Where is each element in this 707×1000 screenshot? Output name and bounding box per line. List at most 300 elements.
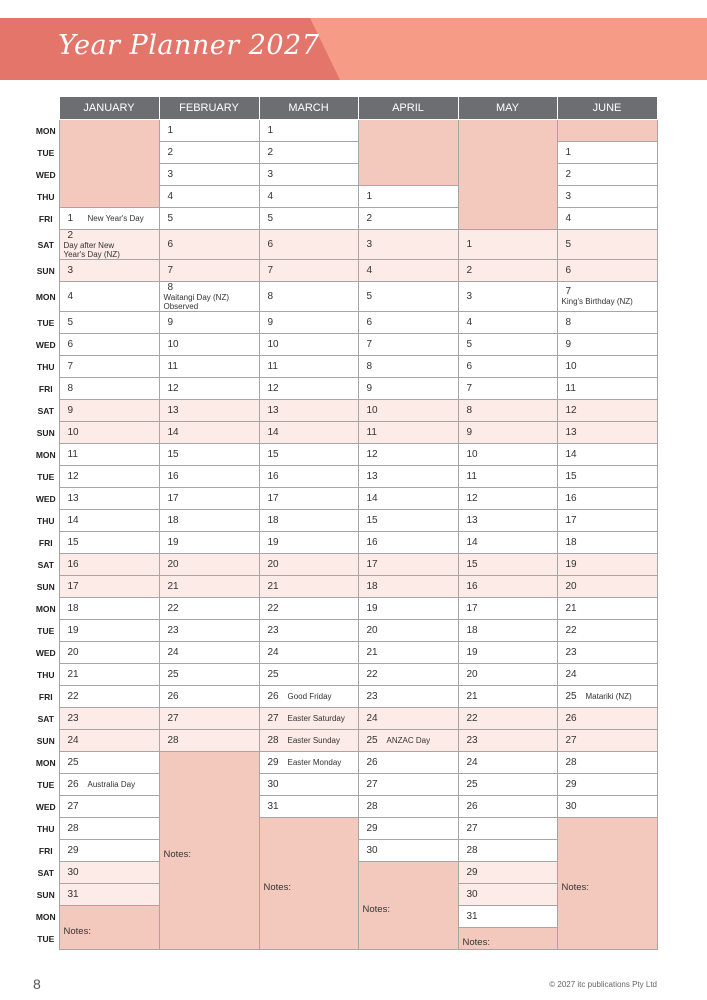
- day-cell[interactable]: [259, 620, 358, 642]
- weekday-label: FRI: [38, 691, 53, 702]
- day-cell[interactable]: [159, 620, 259, 642]
- notes-area[interactable]: [159, 752, 259, 950]
- day-number: 30: [466, 889, 478, 900]
- day-number: 28: [466, 845, 478, 856]
- day-cell[interactable]: [159, 466, 259, 488]
- week-row: [33, 282, 657, 312]
- weekday-label: THU: [37, 361, 55, 372]
- day-number: 5: [565, 239, 572, 250]
- day-cell[interactable]: [59, 840, 159, 862]
- page-title: Year Planner 2027: [58, 30, 320, 61]
- day-cell[interactable]: [458, 730, 557, 752]
- day-cell[interactable]: [557, 444, 657, 466]
- day-cell[interactable]: [259, 120, 358, 142]
- day-cell[interactable]: [59, 422, 159, 444]
- day-cell[interactable]: [557, 466, 657, 488]
- day-number: 20: [466, 669, 478, 680]
- weekday-label: TUE: [37, 471, 55, 482]
- weekday-label: FRI: [38, 845, 53, 856]
- day-cell[interactable]: [259, 664, 358, 686]
- weekday-label: WED: [35, 493, 56, 504]
- day-cell[interactable]: [557, 400, 657, 422]
- day-cell[interactable]: [59, 818, 159, 840]
- day-number: 3: [267, 169, 274, 180]
- day-cell[interactable]: [557, 554, 657, 576]
- week-row: [33, 400, 657, 422]
- day-cell[interactable]: [458, 752, 557, 774]
- day-cell[interactable]: [59, 334, 159, 356]
- day-cell[interactable]: [259, 164, 358, 186]
- week-row: [33, 260, 657, 282]
- day-number: 1: [167, 125, 174, 136]
- day-number: 2: [366, 213, 373, 224]
- day-cell[interactable]: [557, 598, 657, 620]
- day-cell[interactable]: [59, 356, 159, 378]
- day-cell[interactable]: [458, 796, 557, 818]
- day-number: 12: [565, 405, 577, 416]
- day-cell[interactable]: [59, 862, 159, 884]
- day-number: 3: [67, 265, 74, 276]
- day-cell[interactable]: [458, 230, 557, 260]
- day-cell[interactable]: [458, 884, 557, 906]
- day-cell[interactable]: [358, 400, 458, 422]
- week-row: [33, 554, 657, 576]
- day-cell[interactable]: [458, 620, 557, 642]
- month-header: JUNE: [557, 97, 657, 120]
- day-cell[interactable]: [159, 444, 259, 466]
- day-cell[interactable]: [259, 444, 358, 466]
- empty-cell: [557, 120, 657, 142]
- day-number: 29: [267, 757, 279, 768]
- day-number: 18: [366, 581, 378, 592]
- day-cell[interactable]: [259, 378, 358, 400]
- day-number: 26: [167, 691, 179, 702]
- day-number: 22: [167, 603, 179, 614]
- day-cell[interactable]: [358, 208, 458, 230]
- day-cell[interactable]: [358, 356, 458, 378]
- day-number: 4: [366, 265, 373, 276]
- day-number: 30: [67, 867, 79, 878]
- day-cell[interactable]: [358, 752, 458, 774]
- day-number: 11: [67, 449, 78, 460]
- day-number: 16: [167, 471, 179, 482]
- day-cell[interactable]: [59, 510, 159, 532]
- day-number: 14: [565, 449, 577, 460]
- day-cell[interactable]: [59, 774, 159, 796]
- day-cell[interactable]: [259, 142, 358, 164]
- day-cell[interactable]: [259, 208, 358, 230]
- notes-area[interactable]: [358, 862, 458, 950]
- day-cell[interactable]: [458, 466, 557, 488]
- day-cell[interactable]: [358, 186, 458, 208]
- day-cell[interactable]: [358, 532, 458, 554]
- day-number: 20: [565, 581, 577, 592]
- day-cell[interactable]: [159, 312, 259, 334]
- day-number: 15: [167, 449, 179, 460]
- month-header-row: [33, 97, 657, 120]
- day-cell[interactable]: [159, 576, 259, 598]
- day-cell[interactable]: [159, 510, 259, 532]
- day-cell[interactable]: [159, 532, 259, 554]
- day-cell[interactable]: [557, 378, 657, 400]
- week-row: [33, 334, 657, 356]
- day-cell[interactable]: [358, 840, 458, 862]
- week-row: [33, 774, 657, 796]
- day-cell[interactable]: [358, 554, 458, 576]
- weekday-label: FRI: [38, 213, 53, 224]
- day-number: 29: [67, 845, 79, 856]
- day-cell[interactable]: [358, 488, 458, 510]
- page-number: 8: [33, 976, 41, 992]
- day-cell[interactable]: [358, 620, 458, 642]
- day-cell[interactable]: [259, 576, 358, 598]
- day-cell[interactable]: [259, 356, 358, 378]
- day-cell[interactable]: [458, 906, 557, 928]
- day-cell[interactable]: [557, 488, 657, 510]
- day-cell[interactable]: [159, 422, 259, 444]
- day-cell[interactable]: [59, 796, 159, 818]
- day-cell[interactable]: [557, 208, 657, 230]
- day-cell[interactable]: [557, 664, 657, 686]
- day-cell[interactable]: [458, 598, 557, 620]
- day-cell[interactable]: [358, 282, 458, 312]
- day-cell[interactable]: [358, 774, 458, 796]
- weekday-label: THU: [37, 515, 55, 526]
- day-cell[interactable]: [458, 708, 557, 730]
- day-number: 26: [67, 779, 79, 790]
- week-row: [33, 532, 657, 554]
- copyright-notice: © 2027 itc publications Pty Ltd: [549, 980, 657, 989]
- day-cell[interactable]: [59, 708, 159, 730]
- day-number: 17: [366, 559, 378, 570]
- notes-label: Notes:: [163, 849, 191, 860]
- day-cell[interactable]: [259, 774, 358, 796]
- day-cell[interactable]: [259, 708, 358, 730]
- day-cell[interactable]: [458, 356, 557, 378]
- day-number: 26: [267, 691, 279, 702]
- day-number: 12: [366, 449, 378, 460]
- day-cell[interactable]: [358, 686, 458, 708]
- day-cell[interactable]: [159, 334, 259, 356]
- day-cell[interactable]: [159, 554, 259, 576]
- day-cell[interactable]: [259, 282, 358, 312]
- day-cell[interactable]: [557, 796, 657, 818]
- day-cell[interactable]: [259, 334, 358, 356]
- day-number: 27: [67, 801, 79, 812]
- weekday-label: TUE: [37, 147, 55, 158]
- day-cell[interactable]: [59, 378, 159, 400]
- day-cell[interactable]: [259, 686, 358, 708]
- weekday-label: SAT: [37, 559, 54, 570]
- day-number: 7: [67, 361, 74, 372]
- day-number: 3: [466, 291, 473, 302]
- day-cell[interactable]: [59, 664, 159, 686]
- holiday-label: Day after New Year's Day (NZ): [63, 241, 120, 259]
- day-cell[interactable]: [557, 260, 657, 282]
- day-cell[interactable]: [59, 444, 159, 466]
- day-cell[interactable]: [358, 664, 458, 686]
- day-cell[interactable]: [358, 466, 458, 488]
- day-cell[interactable]: [259, 532, 358, 554]
- day-cell[interactable]: [557, 230, 657, 260]
- day-cell[interactable]: [358, 444, 458, 466]
- day-number: 6: [466, 361, 473, 372]
- day-number: 20: [167, 559, 179, 570]
- day-number: 18: [167, 515, 179, 526]
- day-cell[interactable]: [259, 752, 358, 774]
- notes-area[interactable]: [458, 928, 557, 950]
- day-cell[interactable]: [557, 576, 657, 598]
- day-cell[interactable]: [557, 686, 657, 708]
- day-cell[interactable]: [59, 576, 159, 598]
- empty-cell: [358, 120, 458, 186]
- day-number: 19: [366, 603, 378, 614]
- day-number: 16: [366, 537, 378, 548]
- day-cell[interactable]: [557, 186, 657, 208]
- day-cell[interactable]: [59, 282, 159, 312]
- day-cell[interactable]: [358, 378, 458, 400]
- weekday-label: WED: [35, 647, 56, 658]
- day-number: 15: [67, 537, 79, 548]
- weekday-label: SUN: [36, 735, 55, 746]
- day-cell[interactable]: [458, 554, 557, 576]
- day-cell[interactable]: [358, 818, 458, 840]
- day-number: 6: [267, 239, 274, 250]
- day-number: 21: [565, 603, 577, 614]
- day-number: 16: [565, 493, 577, 504]
- year-planner-grid: [33, 96, 658, 950]
- day-number: 14: [267, 427, 279, 438]
- day-cell[interactable]: [458, 488, 557, 510]
- day-cell[interactable]: [259, 488, 358, 510]
- week-row: [33, 576, 657, 598]
- day-number: 7: [565, 285, 572, 297]
- day-cell[interactable]: [458, 862, 557, 884]
- day-cell[interactable]: [59, 620, 159, 642]
- day-cell[interactable]: [458, 840, 557, 862]
- day-number: 24: [67, 735, 79, 746]
- day-cell[interactable]: [59, 730, 159, 752]
- day-cell[interactable]: [159, 686, 259, 708]
- day-number: 18: [466, 625, 478, 636]
- day-cell[interactable]: [358, 642, 458, 664]
- day-cell[interactable]: [59, 884, 159, 906]
- day-cell[interactable]: [59, 752, 159, 774]
- day-cell[interactable]: [259, 230, 358, 260]
- day-cell[interactable]: [259, 796, 358, 818]
- day-cell[interactable]: [458, 444, 557, 466]
- day-cell[interactable]: [557, 708, 657, 730]
- day-cell[interactable]: [358, 260, 458, 282]
- day-cell[interactable]: [358, 312, 458, 334]
- day-cell[interactable]: [557, 334, 657, 356]
- day-cell[interactable]: [259, 186, 358, 208]
- day-number: 28: [366, 801, 378, 812]
- day-number: 4: [67, 291, 74, 302]
- day-cell[interactable]: [358, 230, 458, 260]
- weekday-label: THU: [37, 669, 55, 680]
- day-cell[interactable]: [358, 598, 458, 620]
- day-cell[interactable]: [458, 510, 557, 532]
- day-cell[interactable]: [557, 510, 657, 532]
- day-cell[interactable]: [159, 356, 259, 378]
- day-cell[interactable]: [259, 400, 358, 422]
- day-cell[interactable]: [458, 378, 557, 400]
- day-cell[interactable]: [159, 164, 259, 186]
- day-number: 26: [466, 801, 478, 812]
- day-number: 9: [67, 405, 74, 416]
- day-cell[interactable]: [159, 186, 259, 208]
- day-number: 17: [565, 515, 577, 526]
- day-cell[interactable]: [458, 774, 557, 796]
- day-cell[interactable]: [59, 208, 159, 230]
- day-cell[interactable]: [458, 334, 557, 356]
- day-number: 21: [366, 647, 378, 658]
- day-cell[interactable]: [259, 730, 358, 752]
- day-cell[interactable]: [557, 356, 657, 378]
- day-cell[interactable]: [159, 642, 259, 664]
- day-cell[interactable]: [557, 752, 657, 774]
- notes-area[interactable]: [59, 906, 159, 950]
- day-cell[interactable]: [458, 312, 557, 334]
- day-number: 11: [366, 427, 377, 438]
- day-number: 15: [466, 559, 478, 570]
- week-row: [33, 796, 657, 818]
- day-cell[interactable]: [557, 642, 657, 664]
- day-number: 24: [466, 757, 478, 768]
- day-cell[interactable]: [358, 576, 458, 598]
- planner-body: [33, 120, 657, 950]
- day-cell[interactable]: [59, 642, 159, 664]
- day-number: 19: [267, 537, 279, 548]
- day-number: 6: [565, 265, 572, 276]
- day-cell[interactable]: [557, 774, 657, 796]
- day-cell[interactable]: [259, 466, 358, 488]
- day-cell[interactable]: [59, 230, 159, 260]
- day-cell[interactable]: [259, 312, 358, 334]
- day-cell[interactable]: [358, 510, 458, 532]
- day-cell[interactable]: [59, 260, 159, 282]
- day-number: 17: [167, 493, 179, 504]
- day-cell[interactable]: [159, 230, 259, 260]
- day-cell[interactable]: [458, 818, 557, 840]
- day-cell[interactable]: [59, 312, 159, 334]
- day-cell[interactable]: [458, 642, 557, 664]
- weekday-label: MON: [35, 125, 56, 136]
- day-number: 12: [67, 471, 79, 482]
- weekday-label: TUE: [37, 933, 55, 944]
- day-number: 28: [267, 735, 279, 746]
- day-cell[interactable]: [259, 554, 358, 576]
- day-cell[interactable]: [159, 400, 259, 422]
- week-row: [33, 120, 657, 142]
- day-cell[interactable]: [159, 378, 259, 400]
- day-number: 27: [366, 779, 378, 790]
- day-cell[interactable]: [458, 686, 557, 708]
- day-cell[interactable]: [159, 730, 259, 752]
- notes-label: Notes:: [362, 904, 390, 915]
- day-number: 24: [565, 669, 577, 680]
- day-number: 21: [466, 691, 478, 702]
- day-cell[interactable]: [259, 642, 358, 664]
- week-row: [33, 378, 657, 400]
- weekday-label: SUN: [36, 427, 55, 438]
- day-cell[interactable]: [557, 532, 657, 554]
- day-cell[interactable]: [458, 532, 557, 554]
- day-cell[interactable]: [358, 708, 458, 730]
- day-cell[interactable]: [557, 422, 657, 444]
- header-banner: [0, 18, 707, 80]
- day-cell[interactable]: [259, 598, 358, 620]
- day-cell[interactable]: [557, 142, 657, 164]
- day-cell[interactable]: [458, 260, 557, 282]
- day-number: 8: [366, 361, 373, 372]
- day-cell[interactable]: [59, 532, 159, 554]
- day-cell[interactable]: [557, 620, 657, 642]
- day-number: 16: [466, 581, 478, 592]
- day-cell[interactable]: [557, 282, 657, 312]
- day-number: 28: [67, 823, 79, 834]
- day-cell[interactable]: [358, 422, 458, 444]
- day-cell[interactable]: [159, 282, 259, 312]
- day-cell[interactable]: [159, 598, 259, 620]
- day-number: 22: [267, 603, 279, 614]
- day-cell[interactable]: [458, 422, 557, 444]
- day-cell[interactable]: [557, 312, 657, 334]
- day-number: 28: [565, 757, 577, 768]
- day-cell[interactable]: [458, 664, 557, 686]
- weekday-label: WED: [35, 801, 56, 812]
- day-cell[interactable]: [358, 334, 458, 356]
- day-cell[interactable]: [59, 598, 159, 620]
- day-cell[interactable]: [59, 554, 159, 576]
- day-number: 7: [167, 265, 174, 276]
- day-cell[interactable]: [259, 510, 358, 532]
- day-cell[interactable]: [557, 730, 657, 752]
- day-cell[interactable]: [259, 422, 358, 444]
- day-cell[interactable]: [59, 488, 159, 510]
- day-cell[interactable]: [59, 686, 159, 708]
- holiday-label: Easter Saturday: [287, 713, 345, 723]
- day-cell[interactable]: [458, 576, 557, 598]
- day-cell[interactable]: [59, 466, 159, 488]
- month-header: APRIL: [358, 97, 458, 120]
- day-cell[interactable]: [458, 400, 557, 422]
- day-cell[interactable]: [159, 664, 259, 686]
- notes-area[interactable]: [557, 818, 657, 950]
- day-cell[interactable]: [458, 282, 557, 312]
- day-number: 5: [67, 317, 74, 328]
- day-number: 21: [267, 581, 279, 592]
- month-header: FEBRUARY: [159, 97, 259, 120]
- day-number: 8: [565, 317, 572, 328]
- day-cell[interactable]: [259, 260, 358, 282]
- day-number: 3: [565, 191, 572, 202]
- day-cell[interactable]: [159, 708, 259, 730]
- day-number: 2: [67, 230, 74, 241]
- day-cell[interactable]: [358, 730, 458, 752]
- day-cell[interactable]: [557, 164, 657, 186]
- day-cell[interactable]: [159, 488, 259, 510]
- notes-area[interactable]: [259, 818, 358, 950]
- day-cell[interactable]: [159, 120, 259, 142]
- day-cell[interactable]: [159, 208, 259, 230]
- day-cell[interactable]: [159, 260, 259, 282]
- day-cell[interactable]: [358, 796, 458, 818]
- weekday-label: THU: [37, 823, 55, 834]
- day-cell[interactable]: [59, 400, 159, 422]
- day-cell[interactable]: [159, 142, 259, 164]
